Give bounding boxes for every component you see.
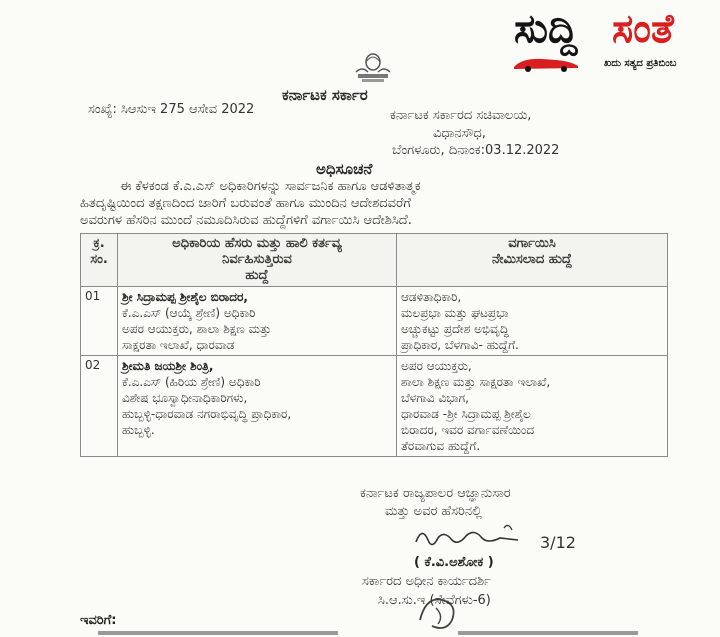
signatory-name: ( ಕೆ.ವಿ.ಅಶೋಕ ): [414, 555, 494, 570]
logo-word-sante: ಸಂತೆ: [612, 6, 674, 52]
government-emblem-icon: [348, 50, 398, 86]
governor-order-line: ಕರ್ನಾಟಕ ರಾಜ್ಯಪಾಲರ ಆಜ್ಞಾನುಸಾರ: [360, 486, 511, 501]
svg-text:3/12: 3/12: [540, 533, 576, 552]
cut-off-text-line: [98, 630, 658, 636]
row-serial: 02: [81, 356, 118, 457]
logo-word-suddi: ಸುದ್ದಿ: [514, 6, 578, 52]
transfer-table: [80, 233, 668, 457]
body-line-3: ಅವರುಗಳ ಹೆಸರಿನ ಮುಂದೆ ನಮೂದಿಸಿರುವ ಹುದ್ದೆಗಳಿಗೆ ವರ್ಗಾಯಿಸಿ ಆದೇಶಿಸಿದೆ.: [80, 213, 412, 228]
officer-name: ಶ್ರೀಮತಿ ಜಯಶ್ರೀ ಶಿಂತ್ರಿ,: [122, 359, 214, 373]
in-name-line: ಮತ್ತು ಅವರ ಹೆಸರಿನಲ್ಲಿ: [385, 504, 482, 519]
header-serial: ಕ್ರ. ಸಂ.: [81, 234, 118, 287]
logo-tagline: ಖದು ಸತ್ಯದ ಪ್ರತಿಬಿಂಬ: [604, 58, 677, 69]
row-serial: 01: [81, 287, 118, 356]
table-row: [81, 287, 668, 356]
office-line-2: ವಿಧಾನಸೌಧ,: [433, 126, 486, 141]
table-header-row: [81, 234, 668, 287]
government-title: ಕರ್ನಾಟಕ ಸರ್ಕಾರ: [282, 86, 368, 104]
recipients-title: ಇವರಿಗೆ:: [80, 613, 117, 628]
notification-body: [80, 178, 680, 229]
officer-name: ಶ್ರೀ ಸಿದ್ರಾಮಪ್ಪ ಶ್ರೀಶೈಲ ಬಿರಾದರ,: [122, 290, 248, 304]
row-new-post: ಅಪರ ಆಯುಕ್ತರು, ಶಾಲಾ ಶಿಕ್ಷಣ ಮತ್ತು ಸಾಕ್ಷರತಾ ಇಲಾಖೆ, ಬೆಳಗಾವಿ ವಿಭಾಗ, ಧಾರವಾಡ -ಶ್ರೀ ಸಿದ್ರಾಮಪ್ಪ ಶ್ರೀಶೈಲ ಬಿರಾದರ, ಇವರ ವರ್ಗಾವಣೆಯಿಂದ ತೆರವಾಗುವ ಹುದ್ದೆಗೆ.: [397, 356, 668, 457]
handwritten-signature: [408, 520, 598, 560]
row-officer: ಶ್ರೀ ಸಿದ್ರಾಮಪ್ಪ ಶ್ರೀಶೈಲ ಬಿರಾದರ, ಕೆ.ಎ.ಎಸ್ (ಆಯ್ಕೆ ಶ್ರೇಣಿ) ಅಧಿಕಾರಿ ಅಪರ ಆಯುಕ್ತರು, ಶಾಲಾ ಶಿಕ್ಷಣ ಮತ್ತು ಸಾಕ್ಷರತಾ ಇಲಾಖೆ, ಧಾರವಾಡ: [118, 287, 397, 356]
row-new-post: ಆಡಳಿತಾಧಿಕಾರಿ, ಮಲಪ್ರಭಾ ಮತ್ತು ಘಟಪ್ರಭಾ ಅಚ್ಚುಕಟ್ಟು ಪ್ರದೇಶ ಅಭಿವೃದ್ಧಿ ಪ್ರಾಧಿಕಾರ, ಬೆಳಗಾವಿ- ಹುದ್ದೆಗೆ.: [397, 287, 668, 356]
news-logo: [508, 8, 718, 74]
office-line-1: ಕರ್ನಾಟಕ ಸರ್ಕಾರದ ಸಚಿವಾಲಯ,: [390, 108, 532, 123]
signatory-designation: ಸರ್ಕಾರದ ಅಧೀನ ಕಾರ್ಯದರ್ಶಿ: [362, 574, 491, 589]
table-row: [81, 356, 668, 457]
body-line-2: ಹಿತದೃಷ್ಟಿಯಿಂದ ತಕ್ಷಣದಿಂದ ಜಾರಿಗೆ ಬರುವಂತೆ ಹಾಗೂ ಮುಂದಿನ ಆದೇಶದವರೆಗೆ: [80, 196, 411, 211]
signatory-department: ಸಿ.ಆ.ಸು.ಇ (ಸೇವೆಗಳು-6): [378, 593, 491, 608]
reference-number: ಸಂಖ್ಯೆ: ಸಿಆಸುಇ 275 ಆಸೇವ 2022: [88, 102, 255, 117]
row-officer: ಶ್ರೀಮತಿ ಜಯಶ್ರೀ ಶಿಂತ್ರಿ, ಕೆ.ಎ.ಎಸ್ (ಹಿರಿಯ ಶ್ರೇಣಿ) ಅಧಿಕಾರಿ ವಿಶೇಷ ಭೂಸ್ವಾಧೀನಾಧಿಕಾರಿಗಳು, ಹುಬ್ಬಳ್ಳಿ-ಧಾರವಾಡ ನಗರಾಭಿವೃದ್ಧಿ ಪ್ರಾಧಿಕಾರ, ಹುಬ್ಬಳ್ಳಿ.: [118, 356, 397, 457]
header-officer: ಅಧಿಕಾರಿಯ ಹೆಸರು ಮತ್ತು ಹಾಲಿ ಕರ್ತವ್ಯ ನಿರ್ವಹಿಸುತ್ತಿರುವ ಹುದ್ದೆ: [118, 234, 397, 287]
body-line-1: ಈ ಕೆಳಕಂಡ ಕೆ.ಎ.ಎಸ್ ಅಧಿಕಾರಿಗಳನ್ನು ಸಾರ್ವಜನಿಕ ಹಾಗೂ ಆಡಳಿತಾತ್ಮಕ: [120, 179, 421, 194]
office-date: ಬೆಂಗಳೂರು, ದಿನಾಂಕ:03.12.2022: [392, 143, 560, 158]
header-transfer-post: ವರ್ಗಾಯಿಸಿ ನೇಮಿಸಲಾದ ಹುದ್ದೆ: [397, 234, 668, 287]
notification-title: ಅಧಿಸೂಚನೆ: [316, 160, 373, 178]
car-icon: [512, 54, 582, 72]
